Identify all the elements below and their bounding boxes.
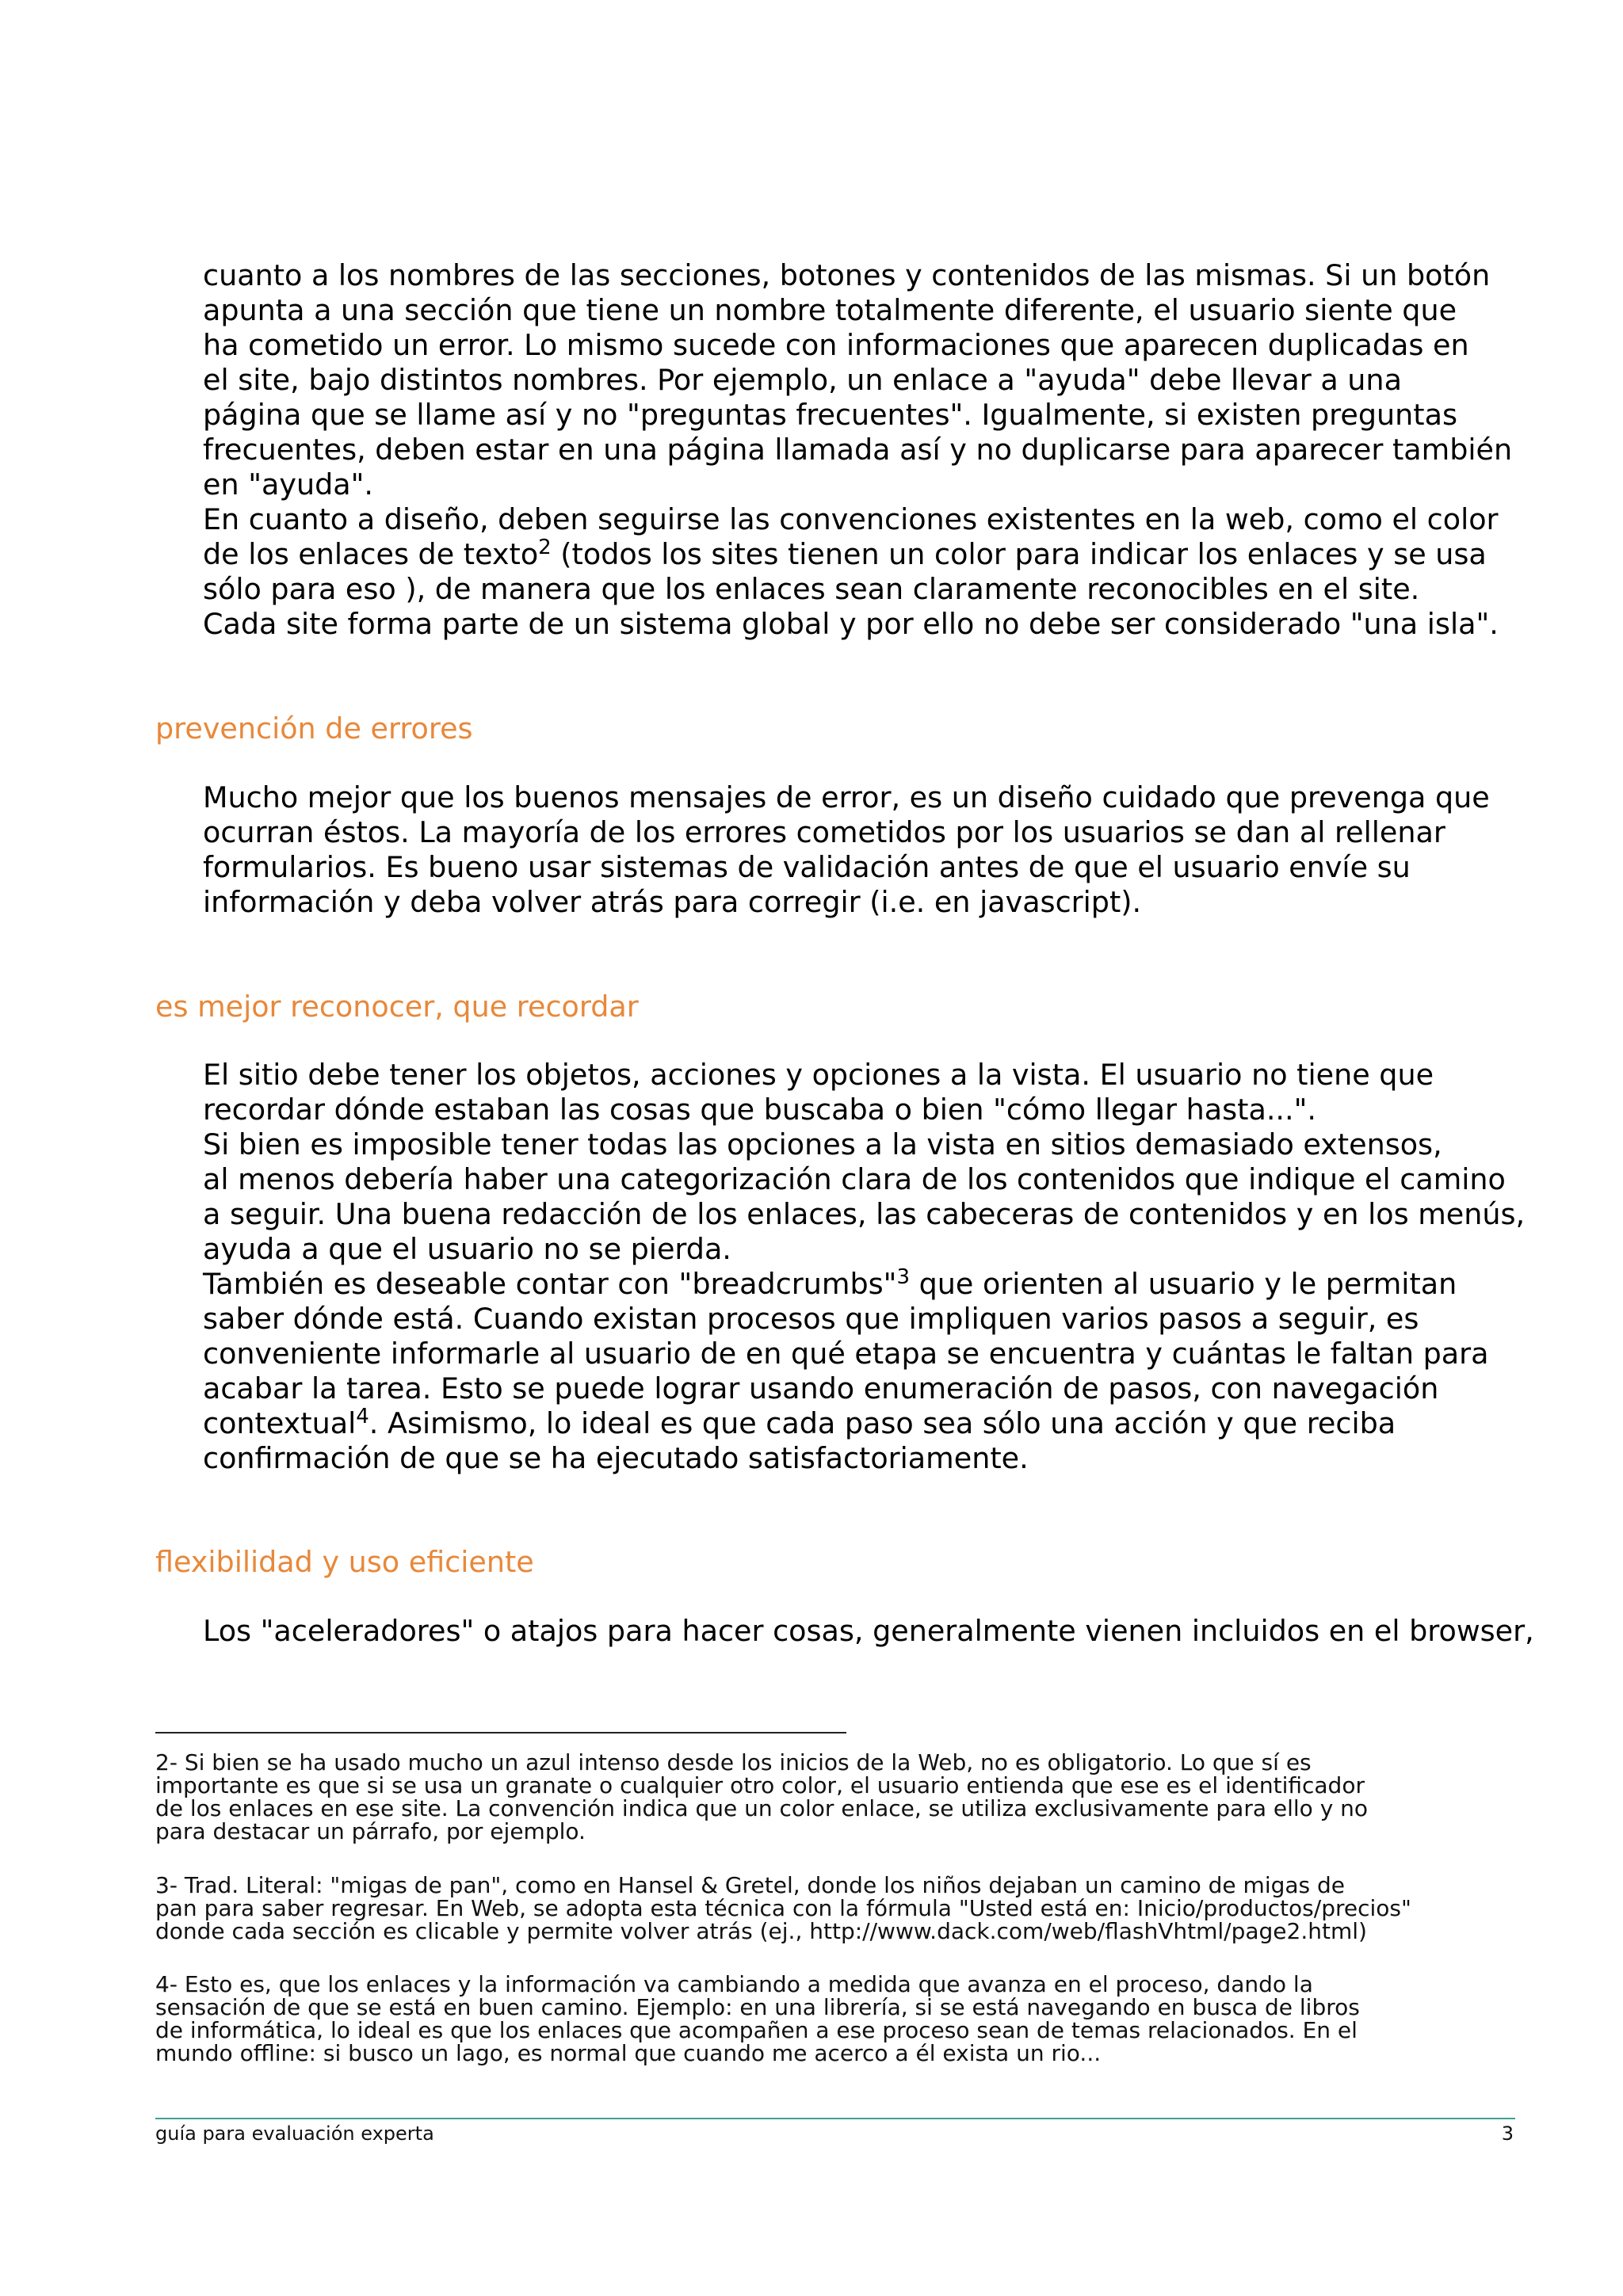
paragraph-conventions [203, 258, 1518, 642]
text-line: al menos debería haber una categorización clara de los contenidos que indique el camino [203, 1162, 1506, 1196]
text-line: Si bien es imposible tener todas las opciones a la vista en sitios demasiado extensos, [203, 1127, 1442, 1161]
text-span: También es deseable contar con "breadcrumbs" [203, 1267, 897, 1301]
text-line: en "ayuda". [203, 467, 374, 502]
footer-rule [155, 2118, 1515, 2119]
text-line: a seguir. Una buena redacción de los enlaces, las cabeceras de contenidos y en los menús, [203, 1197, 1526, 1231]
text-span: de los enlaces de texto [203, 537, 539, 571]
text-line: formularios. Es bueno usar sistemas de validación antes de que el usuario envíe su [203, 850, 1411, 884]
text-line: Cada site forma parte de un sistema global y por ello no debe ser considerado "una isla". [203, 607, 1499, 641]
text-line: acabar la tarea. Esto se puede lograr usando enumeración de pasos, con navegación [203, 1371, 1439, 1405]
text-line: sólo para eso ), de manera que los enlaces sean claramente reconocibles en el site. [203, 572, 1420, 606]
footer-document-title: guía para evaluación experta [155, 2122, 434, 2145]
footnote-separator [155, 1732, 846, 1733]
text-line: ayuda a que el usuario no se pierda. [203, 1232, 731, 1266]
paragraph-prevencion [203, 780, 1518, 920]
text-span: (todos los sites tienen un color para indicar los enlaces y se usa [551, 537, 1487, 571]
footnote-ref-4: 4 [356, 1405, 369, 1428]
paragraph-flexibilidad [203, 1614, 1534, 1649]
page-number: 3 [1501, 2122, 1514, 2145]
footnote-line: mundo offline: si busco un lago, es normal que cuando me acerco a él exista un rio... [155, 2040, 1102, 2066]
footnote-line: 4- Esto es, que los enlaces y la información va cambiando a medida que avanza en el proceso, dando la [155, 1971, 1313, 1997]
text-line: En cuanto a diseño, deben seguirse las convenciones existentes en la web, como el color [203, 502, 1499, 536]
text-line: ha cometido un error. Lo mismo sucede con informaciones que aparecen duplicadas en [203, 328, 1469, 362]
text-line: recordar dónde estaban las cosas que buscaba o bien "cómo llegar hasta...". [203, 1093, 1317, 1127]
footnote-line: 3- Trad. Literal: "migas de pan", como en Hansel & Gretel, donde los niños dejaban un camino de migas de [155, 1872, 1346, 1898]
text-line [203, 1267, 1518, 1302]
section-heading-flexibilidad: flexibilidad y uso eficiente [155, 1545, 534, 1579]
text-line [203, 537, 1518, 572]
text-line: cuanto a los nombres de las secciones, botones y contenidos de las mismas. Si un botón [203, 258, 1491, 292]
footnote-ref-2: 2 [538, 536, 552, 559]
text-line: información y deba volver atrás para corregir (i.e. en javascript). [203, 885, 1142, 919]
text-line: conveniente informarle al usuario de en qué etapa se encuentra y cuántas le faltan para [203, 1337, 1489, 1371]
text-span: contextual [203, 1406, 357, 1440]
footnote-line: donde cada sección es clicable y permite volver atrás (ej., http://www.dack.com/web/flashVhtml/page2.html) [155, 1918, 1367, 1944]
footnote-line: pan para saber regresar. En Web, se adopta esta técnica con la fórmula "Usted está en: Inicio/productos/precios" [155, 1895, 1411, 1921]
paragraph-reconocer [203, 1058, 1526, 1476]
footnote-line: importante es que si se usa un granate o cualquier otro color, el usuario entienda que ese es el identificador [155, 1772, 1365, 1798]
section-heading-reconocer: es mejor reconocer, que recordar [155, 990, 639, 1024]
footnote-line: de informática, lo ideal es que los enlaces que acompañen a ese proceso sean de temas relacionados. En el [155, 2017, 1358, 2043]
text-line: frecuentes, deben estar en una página llamada así y no duplicarse para aparecer también [203, 433, 1513, 467]
text-span: . Asimismo, lo ideal es que cada paso sea sólo una acción y que reciba [369, 1406, 1396, 1440]
text-line: confirmación de que se ha ejecutado satisfactoriamente. [203, 1441, 1029, 1475]
text-line: el site, bajo distintos nombres. Por ejemplo, un enlace a "ayuda" debe llevar a una [203, 363, 1402, 397]
footnote-line: para destacar un párrafo, por ejemplo. [155, 1818, 586, 1844]
footnote-line: sensación de que se está en buen camino. Ejemplo: en una librería, si se está navegando en busca de libros [155, 1994, 1360, 2020]
text-line: Mucho mejor que los buenos mensajes de error, es un diseño cuidado que prevenga que [203, 780, 1490, 814]
footnote-3 [155, 1874, 1518, 1943]
text-span: que orienten al usuario y le permitan [909, 1267, 1457, 1301]
text-line [203, 1406, 1518, 1441]
text-line: apunta a una sección que tiene un nombre totalmente diferente, el usuario siente que [203, 293, 1457, 327]
footnote-line: 2- Si bien se ha usado mucho un azul intenso desde los inicios de la Web, no es obligatorio. Lo que sí es [155, 1749, 1312, 1775]
text-line: El sitio debe tener los objetos, acciones y opciones a la vista. El usuario no tiene que [203, 1058, 1434, 1092]
footnote-line: de los enlaces en ese site. La convención indica que un color enlace, se utiliza exclusivamente para ello y no [155, 1795, 1369, 1821]
section-heading-prevencion: prevención de errores [155, 711, 473, 746]
footnote-2 [155, 1751, 1518, 1843]
text-line: saber dónde está. Cuando existan procesos que impliquen varios pasos a seguir, es [203, 1302, 1419, 1336]
footnote-ref-3: 3 [896, 1265, 910, 1289]
text-line: Los "aceleradores" o atajos para hacer cosas, generalmente vienen incluidos en el browser, [203, 1614, 1534, 1648]
footnote-4 [155, 1973, 1518, 2065]
text-line: ocurran éstos. La mayoría de los errores cometidos por los usuarios se dan al rellenar [203, 815, 1445, 849]
text-line: página que se llame así y no "preguntas frecuentes". Igualmente, si existen preguntas [203, 398, 1457, 432]
